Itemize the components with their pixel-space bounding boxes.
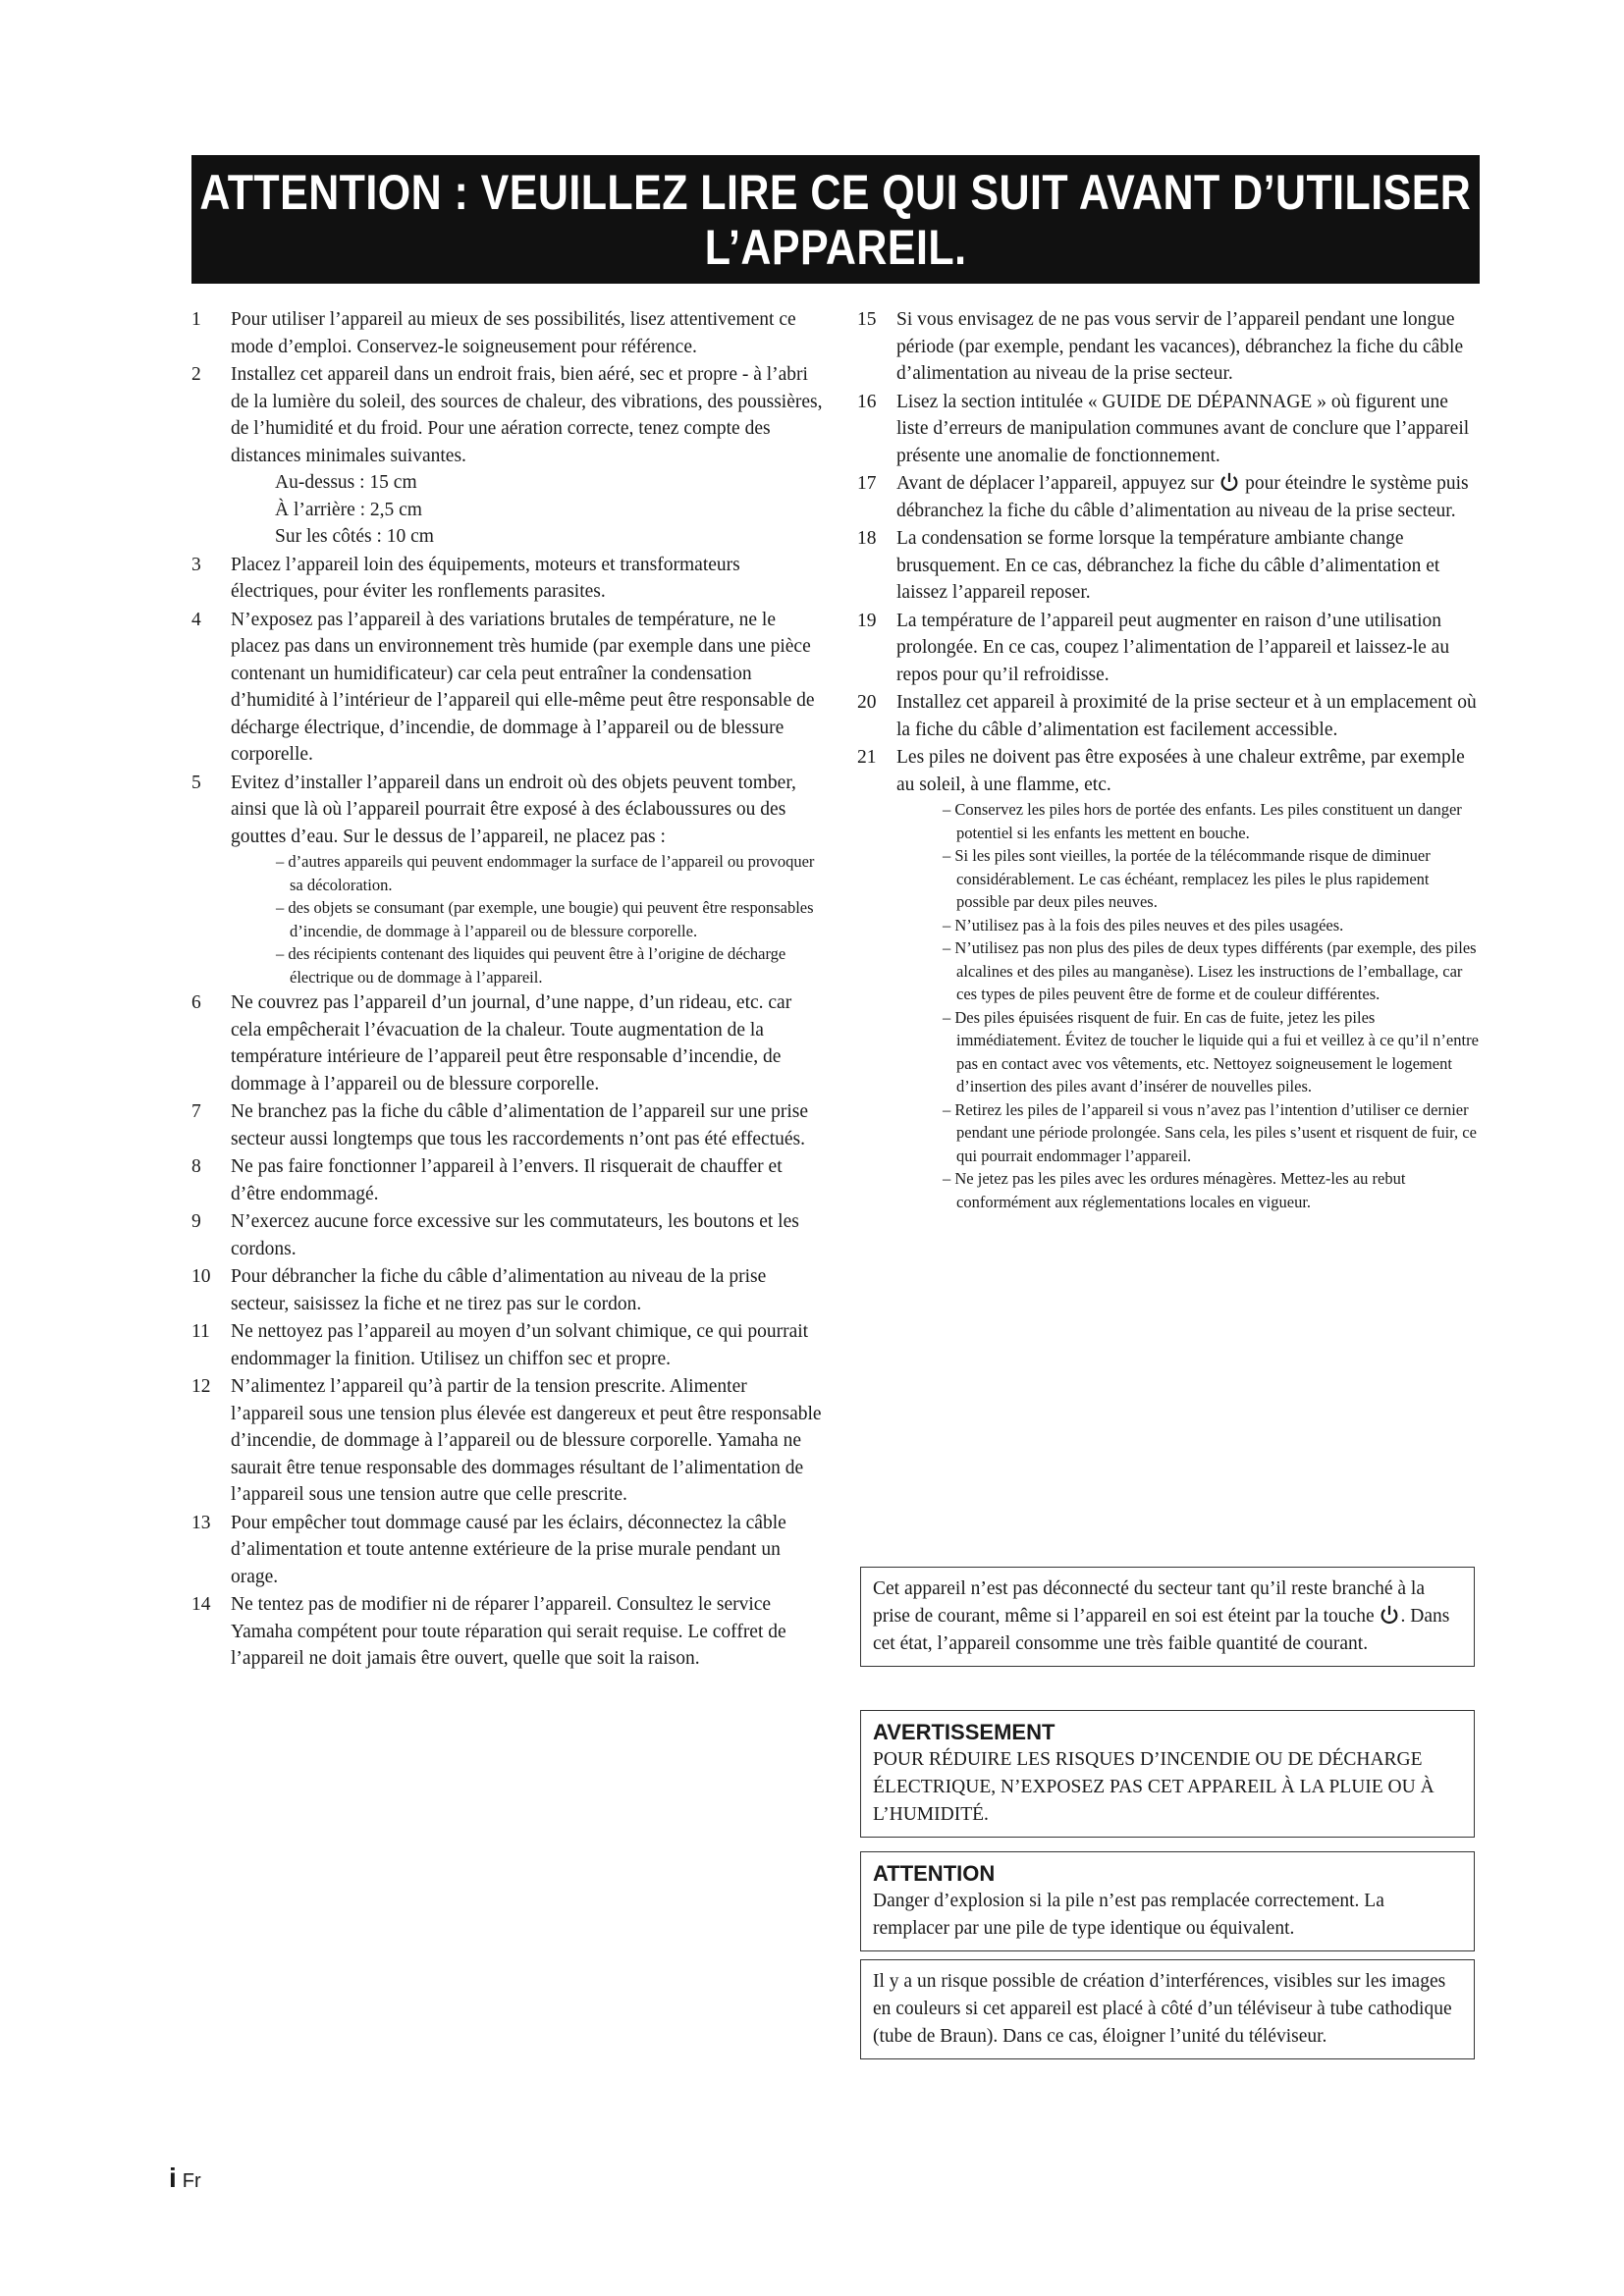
sub-item: – des récipients contenant des liquides qui peuvent être à l’origine de décharge électrique ou de dommage à l’appareil. (276, 944, 786, 987)
list-item (187, 361, 825, 551)
list-item (187, 1373, 825, 1509)
item-text: Installez cet appareil à proximité de la prise secteur et à un emplacement où la fiche du câble d’alimentation est facilement accessible. (896, 692, 1477, 740)
sub-item: – des objets se consumant (par exemple, une bougie) qui peuvent être responsables d’incendie, de dommage à l’appareil ou de blessure corporelle. (276, 898, 814, 940)
list-item (852, 306, 1481, 388)
attention-text: Danger d’explosion si la pile n’est pas remplacée correctement. La remplacer par une pile de type identique ou équivalent. (873, 1891, 1384, 1939)
notice-box (860, 1567, 1475, 1667)
item-number: 20 (857, 692, 877, 713)
title-line-2: L’APPAREIL. (704, 219, 967, 275)
power-icon (1379, 1604, 1400, 1626)
interference-box (860, 1959, 1475, 2059)
page-language: Fr (182, 2170, 201, 2192)
page-number (169, 2163, 201, 2194)
title-line-1: ATTENTION : VEUILLEZ LIRE CE QUI SUIT AVANT D’UTILISER (199, 164, 1472, 220)
warning-title: AVERTISSEMENT (873, 1720, 1056, 1744)
item-text: La condensation se forme lorsque la température ambiante change brusquement. En ce cas, débranchez la fiche du câble d’alimentation et laissez l’appareil reposer. (896, 528, 1440, 603)
item-number: 18 (857, 528, 877, 549)
list-item (187, 306, 825, 360)
warning-box (860, 1710, 1475, 1838)
item-number: 10 (191, 1266, 211, 1287)
sub-item: – Ne jetez pas les piles avec les ordures ménagères. Mettez-les au rebut conformément aux réglementations locales en vigueur. (943, 1169, 1406, 1211)
page-number-value: i (169, 2163, 177, 2193)
item-text: Si vous envisagez de ne pas vous servir de l’appareil pendant une longue période (par exemple, pendant les vacances), débranchez la fiche du câble d’alimentation au niveau de la prise secteur. (896, 309, 1464, 384)
right-column (852, 306, 1481, 1214)
notice-text-end: . Dans cet état, l’appareil consomme une très faible quantité de courant. (873, 1606, 1450, 1654)
sub-item: – Conservez les piles hors de portée des enfants. Les piles constituent un danger potentiel si les enfants les mettent en bouche. (943, 800, 1462, 842)
item-text-start: Avant de déplacer l’appareil, appuyez sur (896, 473, 1219, 494)
list-item (852, 689, 1481, 743)
item-text: Pour débrancher la fiche du câble d’alimentation au niveau de la prise secteur, saisissez la fiche et ne tirez pas sur le cordon. (231, 1266, 767, 1314)
item-number: 14 (191, 1594, 211, 1615)
sub-item: – Si les piles sont vieilles, la portée de la télécommande risque de diminuer considérablement. Le cas échéant, remplacez les piles le plus rapidement possible par deux piles neuves. (943, 846, 1431, 911)
sub-item: – Retirez les piles de l’appareil si vous n’avez pas l’intention d’utiliser ce dernier pendant une période prolongée. Sans cela, les piles s’usent et risquent de fuir, ce qui pourrait endommager l’appareil. (943, 1099, 1477, 1165)
list-item (187, 1153, 825, 1207)
clearance-value: Sur les côtés : 10 cm (275, 526, 434, 547)
clearance-value: Au-dessus : 15 cm (275, 472, 417, 493)
item-text: Installez cet appareil dans un endroit frais, bien aéré, sec et propre - à l’abri de la lumière du soleil, des sources de chaleur, des vibrations, des poussières, de l’humidité et du froid. Pour une aération correcte, tenez compte des distances minimales suivantes. (231, 364, 823, 466)
power-icon (1218, 471, 1240, 493)
list-item (187, 1208, 825, 1262)
list-item (852, 470, 1481, 524)
item-number: 13 (191, 1512, 211, 1533)
item-text: N’alimentez l’appareil qu’à partir de la tension prescrite. Alimenter l’appareil sous une tension plus élevée est dangereux et peut être responsable d’incendie, de dommage à l’appareil ou de blessure corporelle. Yamaha ne saurait être tenue responsable des dommages résultant de l’alimentation de l’appareil sous une tension autre que celle prescrite. (231, 1376, 822, 1505)
item-number: 16 (857, 391, 877, 412)
item-number: 5 (191, 772, 201, 793)
sub-item: – N’utilisez pas non plus des piles de deux types différents (par exemple, des piles alcalines et des piles au manganèse). Lisez les instructions de l’emballage, car ces types de piles peuvent être de forme et de couleur différentes. (943, 938, 1477, 1003)
item-number: 12 (191, 1376, 211, 1397)
warning-text: POUR RÉDUIRE LES RISQUES D’INCENDIE OU DE DÉCHARGE ÉLECTRIQUE, N’EXPOSEZ PAS CET APPAREIL À LA PLUIE OU À L’HUMIDITÉ. (873, 1749, 1435, 1825)
list-item (852, 389, 1481, 470)
item-number: 21 (857, 747, 877, 768)
item-number: 2 (191, 364, 201, 385)
list-item (852, 744, 1481, 1213)
item-text: Ne branchez pas la fiche du câble d’alimentation de l’appareil sur une prise secteur aussi longtemps que tous les raccordements n’ont pas été effectués. (231, 1101, 808, 1149)
item-text: Lisez la section intitulée « GUIDE DE DÉPANNAGE » où figurent une liste d’erreurs de manipulation communes avant de conclure que l’appareil présente une anomalie de fonctionnement. (896, 391, 1470, 466)
list-item (187, 1318, 825, 1372)
item-text: Pour empêcher tout dommage causé par les éclairs, déconnectez la câble d’alimentation et toute antenne extérieure de la prise murale pendant un orage. (231, 1512, 786, 1587)
item-number: 17 (857, 473, 877, 494)
interference-text: Il y a un risque possible de création d’interférences, visibles sur les images en couleurs si cet appareil est placé à côté d’un téléviseur à tube cathodique (tube de Braun). Dans ce cas, éloigner l’unité du téléviseur. (873, 1971, 1452, 2047)
item-number: 19 (857, 610, 877, 631)
clearance-value: À l’arrière : 2,5 cm (275, 499, 422, 520)
item-number: 1 (191, 309, 201, 330)
list-item (187, 770, 825, 989)
notice-text-start: Cet appareil n’est pas déconnecté du secteur tant qu’il reste branché à la prise de courant, même si l’appareil en soi est éteint par la touche (873, 1578, 1425, 1627)
item-number: 8 (191, 1156, 201, 1177)
list-item (852, 608, 1481, 689)
attention-title: ATTENTION (873, 1861, 996, 1886)
item-text: Ne pas faire fonctionner l’appareil à l’envers. Il risquerait de chauffer et d’être endommagé. (231, 1156, 783, 1204)
item-number: 7 (191, 1101, 201, 1122)
item-number: 11 (191, 1321, 210, 1342)
item-text: Evitez d’installer l’appareil dans un endroit où des objets peuvent tomber, ainsi que là où l’appareil pourrait être exposé à des éclaboussures ou des gouttes d’eau. Sur le dessus de l’appareil, ne placez pas : (231, 772, 796, 847)
list-item (187, 1263, 825, 1317)
item-number: 4 (191, 609, 201, 630)
list-item (187, 552, 825, 606)
sub-item: – N’utilisez pas à la fois des piles neuves et des piles usagées. (943, 915, 1344, 934)
item-text: La température de l’appareil peut augmenter en raison d’une utilisation prolongée. En ce cas, coupez l’alimentation de l’appareil et laissez-le au repos pour qu’il refroidisse. (896, 610, 1450, 685)
list-item (852, 525, 1481, 607)
item-number: 15 (857, 309, 877, 330)
item-text: Ne nettoyez pas l’appareil au moyen d’un solvant chimique, ce qui pourrait endommager la finition. Utilisez un chiffon sec et propre. (231, 1321, 809, 1369)
list-item (187, 989, 825, 1097)
item-text: Les piles ne doivent pas être exposées à une chaleur extrême, par exemple au soleil, à une flamme, etc. (896, 747, 1465, 795)
item-text-end: pour éteindre le système puis débranchez la fiche du câble d’alimentation au niveau de la prise secteur. (896, 473, 1469, 521)
attention-box (860, 1851, 1475, 1951)
item-number: 3 (191, 554, 201, 575)
list-item (187, 1510, 825, 1591)
sub-item: – Des piles épuisées risquent de fuir. En cas de fuite, jetez les piles immédiatement. Évitez de toucher le liquide qui a fui et veillez à ce qu’il n’entre pas en contact avec vos vêtements, etc. Nettoyez soigneusement le logement d’insertion des piles avant d’insérer de nouvelles piles. (943, 1007, 1479, 1095)
item-number: 9 (191, 1211, 201, 1232)
item-text: Ne tentez pas de modifier ni de réparer l’appareil. Consultez le service Yamaha compétent pour toute réparation qui serait requise. Le coffret de l’appareil ne doit jamais être ouvert, quelle que soit la raison. (231, 1594, 786, 1669)
left-column (187, 306, 825, 1674)
item-text: N’exercez aucune force excessive sur les commutateurs, les boutons et les cordons. (231, 1211, 799, 1259)
sub-item: – d’autres appareils qui peuvent endommager la surface de l’appareil ou provoquer sa décoloration. (276, 852, 815, 894)
title-banner (191, 155, 1480, 284)
item-text: N’exposez pas l’appareil à des variations brutales de température, ne le placez pas dans un environnement très humide (par exemple dans une pièce contenant un humidificateur) car cela peut entraîner la condensation d’humidité à l’intérieur de l’appareil qui elle-même peut être responsable de décharge électrique, d’incendie, de dommage à l’appareil ou de blessure corporelle. (231, 609, 815, 765)
item-number: 6 (191, 992, 201, 1013)
list-item (187, 1591, 825, 1673)
item-text: Placez l’appareil loin des équipements, moteurs et transformateurs électriques, pour éviter les ronflements parasites. (231, 554, 740, 602)
item-text: Pour utiliser l’appareil au mieux de ses possibilités, lisez attentivement ce mode d’emploi. Conservez-le soigneusement pour référence. (231, 309, 796, 357)
list-item (187, 607, 825, 769)
item-text: Ne couvrez pas l’appareil d’un journal, d’une nappe, d’un rideau, etc. car cela empêcherait l’évacuation de la chaleur. Toute augmentation de la température intérieure de l’appareil peut être responsable d’incendie, de dommage à l’appareil ou de blessure corporelle. (231, 992, 792, 1095)
list-item (187, 1098, 825, 1152)
